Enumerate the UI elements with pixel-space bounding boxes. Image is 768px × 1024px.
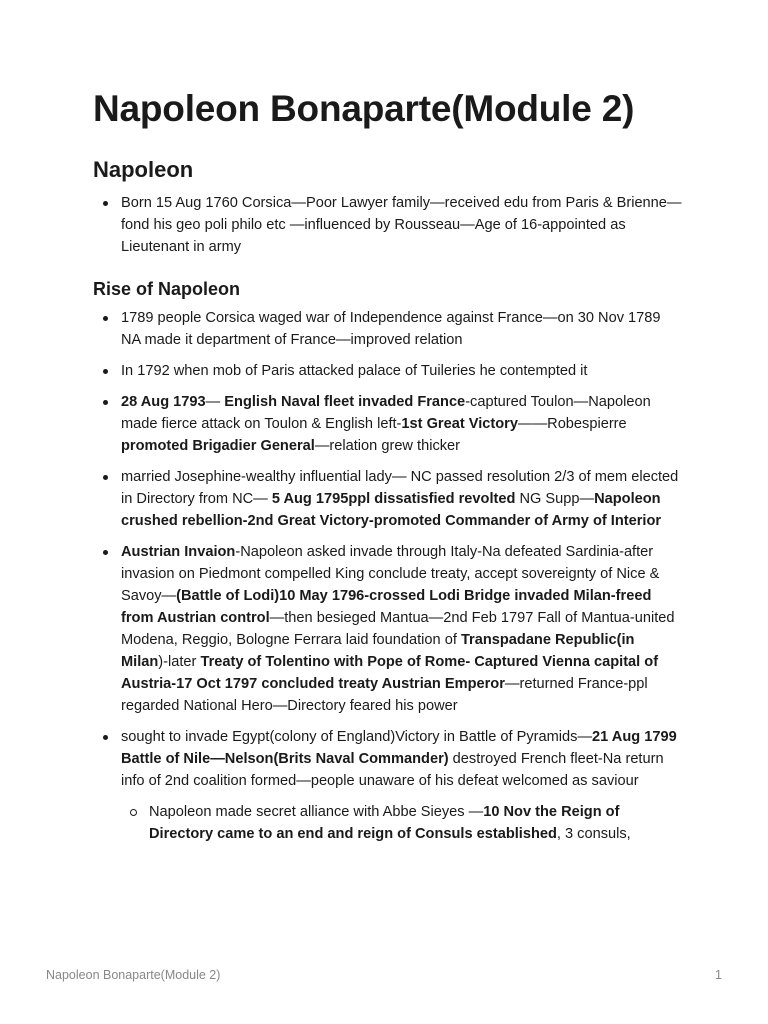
item-text: sought to invade Egypt(colony of England)Victory in Battle of Pyramids— — [121, 729, 593, 745]
bold-text: Napoleon crushed rebellion-2nd Great Victory-promoted Commander of Army of Interior — [121, 491, 662, 529]
item-text: NG Supp— — [515, 491, 595, 507]
section-heading: Napoleon — [93, 157, 194, 182]
list-item — [93, 391, 683, 457]
bullet-icon — [103, 400, 108, 405]
bold-text: promoted Brigadier General — [121, 438, 315, 454]
bullet-icon — [103, 735, 108, 740]
list-item — [93, 192, 683, 258]
item-text: — — [205, 394, 225, 410]
page-number: 1 — [715, 968, 722, 982]
rise-list — [93, 307, 683, 845]
bold-text: Transpadane Republic(in Milan — [121, 632, 635, 670]
list-item — [93, 360, 683, 382]
item-text: 1789 people Corsica waged war of Independence against France—on 30 Nov 1789 NA made it department of France—improved relation — [121, 310, 661, 348]
bold-text: 5 Aug 1795ppl dissatisfied revolted — [271, 491, 516, 507]
item-text: destroyed French fleet-Na return info of 2nd coalition formed—people unaware of his defeat welcomed as saviour — [121, 751, 664, 789]
item-text: —then besieged Mantua—2nd Feb 1797 Fall of Mantua-united Modena, Reggio, Bologne Ferrara laid foundation of — [121, 610, 675, 648]
footer-title: Napoleon Bonaparte(Module 2) — [46, 968, 221, 982]
document-body — [93, 192, 683, 845]
bold-text: 10 Nov the Reign of Directory came to an end and reign of Consuls established — [149, 804, 620, 842]
list-item — [93, 726, 683, 845]
bullet-icon — [103, 475, 108, 480]
item-text: -captured Toulon—Napoleon made fierce attack on Toulon & English left- — [121, 394, 651, 432]
subsection-heading: Rise of Napoleon — [93, 279, 241, 299]
bullet-icon — [103, 201, 108, 206]
item-text: —returned France-ppl regarded National Hero—Directory feared his power — [121, 676, 648, 714]
bold-text: 1st Great Victory — [401, 416, 518, 432]
item-text: married Josephine-wealthy influential lady— NC passed resolution 2/3 of mem elected in Directory from NC— — [121, 469, 679, 507]
sub-list — [93, 801, 683, 845]
bold-text: Austrian Invaion — [121, 544, 236, 560]
list-item — [93, 541, 683, 717]
bold-text: English Naval fleet invaded France — [224, 394, 466, 410]
item-text: , 3 consuls, — [556, 826, 631, 842]
bullet-icon — [103, 369, 108, 374]
bold-text: (Battle of Lodi)10 May 1796-crossed Lodi Bridge invaded Milan-freed from Austrian control — [121, 588, 652, 626]
item-text: In 1792 when mob of Paris attacked palace of Tuileries he contempted it — [121, 363, 588, 379]
item-text: —relation grew thicker — [314, 438, 461, 454]
item-text: ——Robespierre — [517, 416, 627, 432]
list-item — [93, 801, 683, 845]
bold-text: Treaty of Tolentino with Pope of Rome- Captured Vienna capital of Austria-17 Oct 1797 concluded treaty Austrian Emperor — [121, 654, 659, 692]
list-item — [93, 466, 683, 532]
list-item — [93, 307, 683, 351]
intro-list — [93, 192, 683, 258]
item-text: Napoleon made secret alliance with Abbe Sieyes — — [149, 804, 484, 820]
bullet-icon — [103, 316, 108, 321]
intro-text: Born 15 Aug 1760 Corsica—Poor Lawyer family—received edu from Paris & Brienne—fond his geo poli philo etc —influenced by Rousseau—Age of 16-appointed as Lieutenant in army — [121, 195, 682, 255]
item-text: )-later — [158, 654, 201, 670]
bullet-icon — [103, 550, 108, 555]
date-bold: 28 Aug 1793 — [121, 394, 206, 410]
page-title: Napoleon Bonaparte(Module 2) — [93, 88, 635, 129]
item-text: -Napoleon asked invade through Italy-Na defeated Sardinia-after invasion on Piedmont compelled King conclude treaty, accept sovereignty of Nice & Savoy— — [121, 544, 660, 604]
bold-text: 21 Aug 1799 Battle of Nile—Nelson(Brits Naval Commander) — [121, 729, 677, 767]
hollow-bullet-icon — [130, 809, 137, 816]
